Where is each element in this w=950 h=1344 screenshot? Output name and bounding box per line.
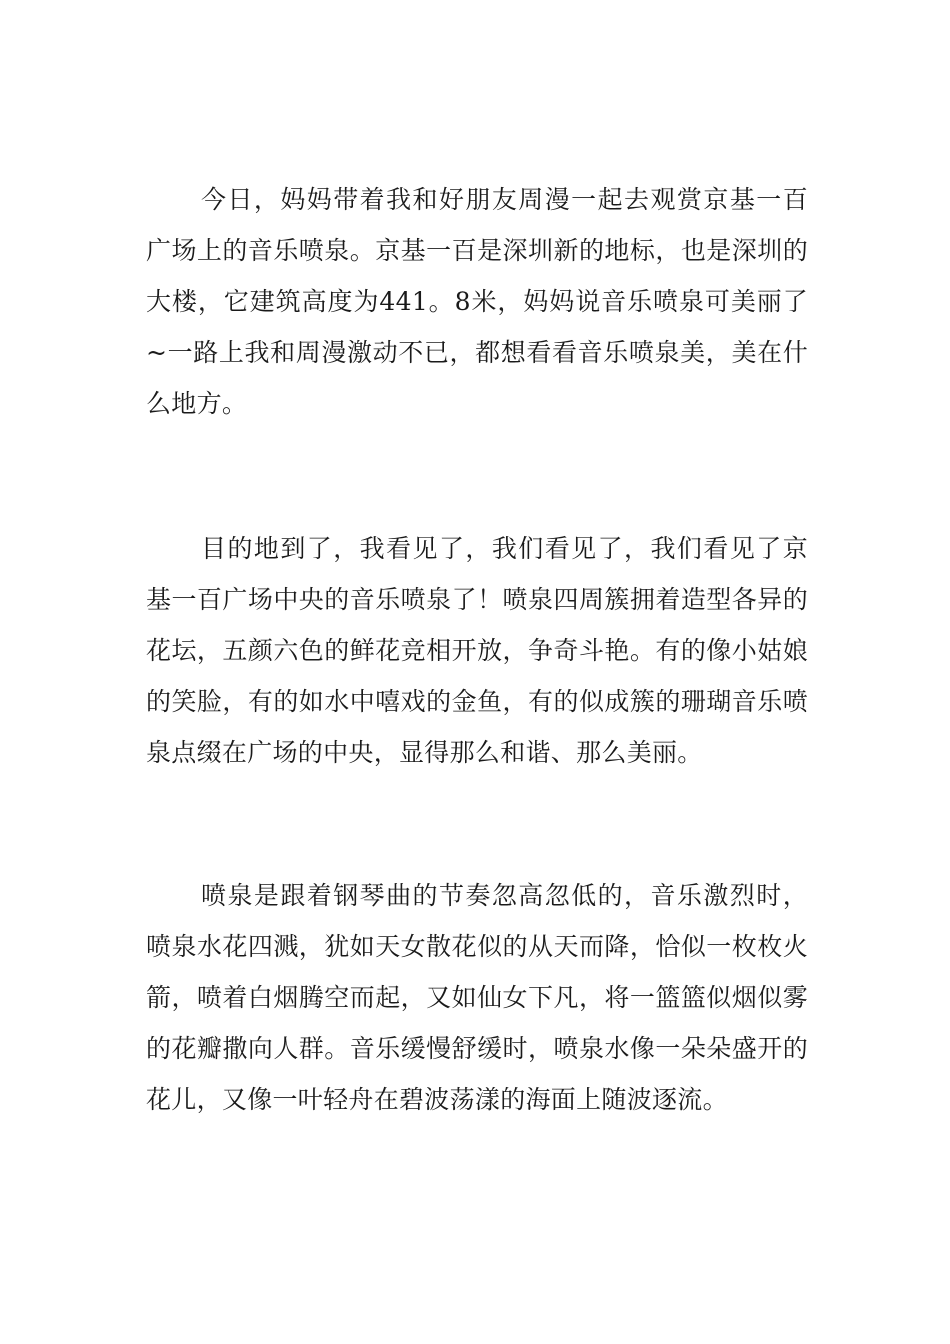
paragraph-3: 喷泉是跟着钢琴曲的节奏忽高忽低的，音乐激烈时，喷泉水花四溅，犹如天女散花似的从天而降，恰似一枚枚火箭，喷着白烟腾空而起，又如仙女下凡，将一篮篮似烟似雾的花瓣撒向人群。音乐缓慢舒缓时，喷泉水像一朵朵盛开的花儿，又像一叶轻舟在碧波荡漾的海面上随波逐流。 — [146, 881, 808, 1114]
paragraph-2: 目的地到了，我看见了，我们看见了，我们看见了京基一百广场中央的音乐喷泉了！喷泉四周簇拥着造型各异的花坛，五颜六色的鲜花竞相开放，争奇斗艳。有的像小姑娘的笑脸，有的如水中嘻戏的金鱼，有的似成簇的珊瑚音乐喷泉点缀在广场的中央，显得那么和谐、那么美丽。 — [146, 534, 808, 767]
paragraph-1: 今日，妈妈带着我和好朋友周漫一起去观赏京基一百广场上的音乐喷泉。京基一百是深圳新的地标，也是深圳的大楼，它建筑高度为441。8米，妈妈说音乐喷泉可美丽了~一路上我和周漫激动不已，都想看看音乐喷泉美，美在什么地方。 — [146, 185, 808, 418]
